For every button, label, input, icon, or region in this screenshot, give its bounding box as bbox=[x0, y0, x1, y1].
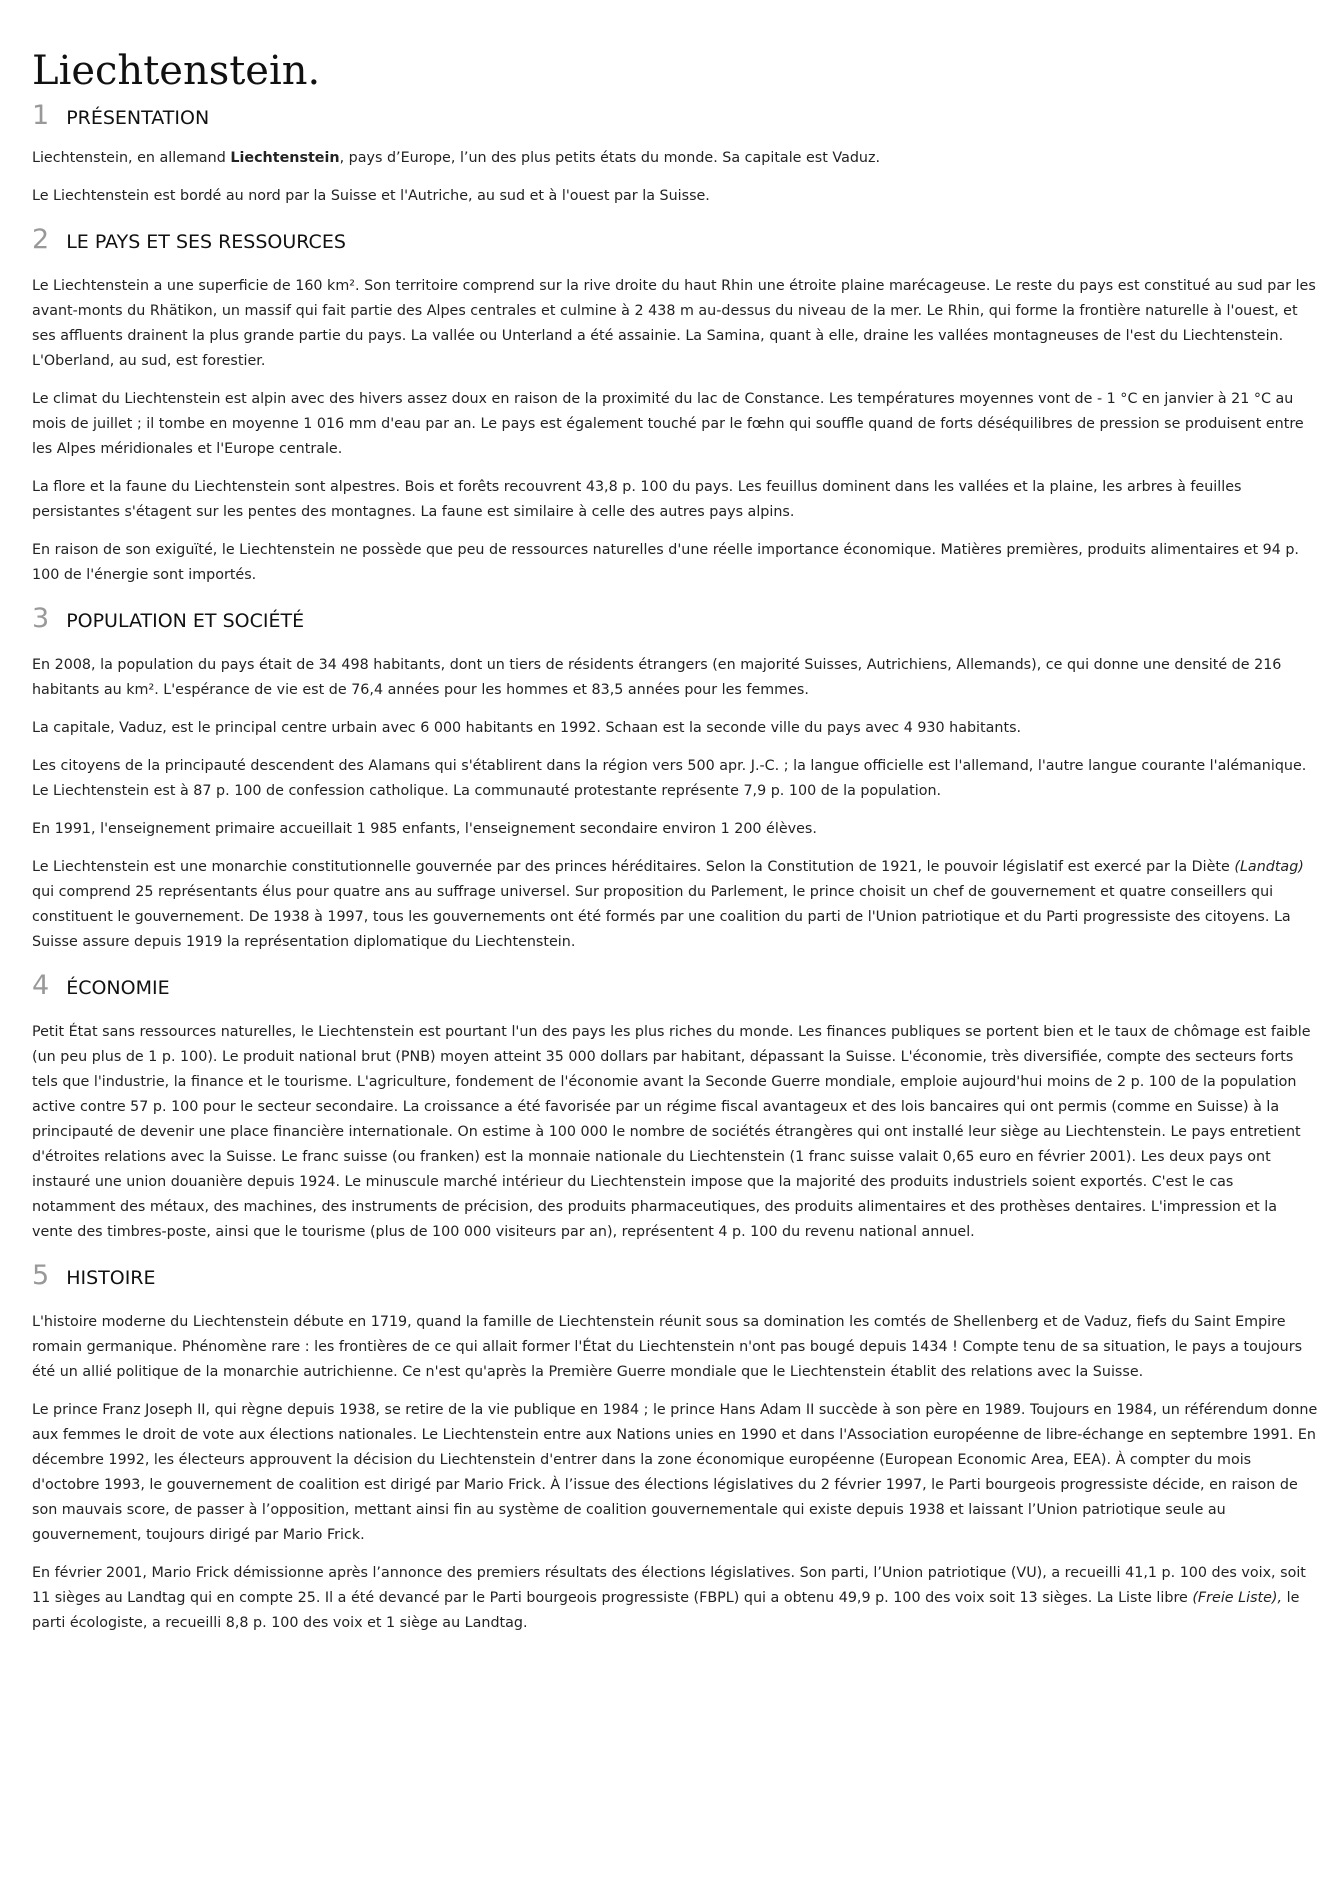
section-presentation bbox=[32, 98, 1318, 209]
italic-term: (Landtag) bbox=[1234, 859, 1304, 875]
paragraph: La flore et la faune du Liechtenstein sont alpestres. Bois et forêts recouvrent 43,8 p. 100 du pays. Les feuillus dominent dans les vallées et la plaine, les arbres à feuilles persistantes s'étagent sur les pentes des montagnes. La faune est similaire à celle des autres pays alpins. bbox=[32, 479, 1242, 520]
section-heading bbox=[32, 601, 1318, 639]
section-economie bbox=[32, 968, 1318, 1245]
page-title: Liechtenstein. bbox=[32, 48, 321, 94]
paragraph: L'histoire moderne du Liechtenstein débute en 1719, quand la famille de Liechtenstein réunit sous sa domination les comtés de Shellenberg et de Vaduz, fiefs du Saint Empire romain germanique. Phénomène rare : les frontières de ce qui allait former l'État du Liechtenstein n'ont pas bougé depuis 1434 ! Compte tenu de sa situation, le pays a toujours été un allié politique de la monarchie autrichienne. Ce n'est qu'après la Première Guerre mondiale que le Liechtenstein établit des relations avec la Suisse. bbox=[32, 1314, 1303, 1380]
section-number: 4 bbox=[32, 970, 50, 1001]
section-heading bbox=[32, 1258, 1318, 1296]
section-title: HISTOIRE bbox=[66, 1267, 156, 1289]
paragraph: En 2008, la population du pays était de 34 498 habitants, dont un tiers de résidents étrangers (en majorité Suisses, Autrichiens, Allemands), ce qui donne une densité de 216 habitants au km². L'espérance de vie est de 76,4 années pour les hommes et 83,5 années pour les femmes. bbox=[32, 657, 1282, 698]
paragraph: Le prince Franz Joseph II, qui règne depuis 1938, se retire de la vie publique en 1984 ; le prince Hans Adam II succède à son père en 1989. Toujours en 1984, un référendum donne aux femmes le droit de vote aux élections nationales. Le Liechtenstein entre aux Nations unies en 1990 et dans l'Association européenne de libre-échange en septembre 1991. En décembre 1992, les électeurs approuvent la décision du Liechtenstein d'entrer dans la zone économique européenne (European Economic Area, EEA). À compter du mois d'octobre 1993, le gouvernement de coalition est dirigé par Mario Frick. À l’issue des élections législatives du 2 février 1997, le Parti bourgeois progressiste décide, en raison de son mauvais score, de passer à l’opposition, mettant ainsi fin au système de coalition gouvernementale qui existe depuis 1938 et laissant l’Union patriotique seule au gouvernement, toujours dirigé par Mario Frick. bbox=[32, 1402, 1318, 1543]
paragraph: Petit État sans ressources naturelles, le Liechtenstein est pourtant l'un des pays les plus riches du monde. Les finances publiques se portent bien et le taux de chômage est faible (un peu plus de 1 p. 100). Le produit national brut (PNB) moyen atteint 35 000 dollars par habitant, dépassant la Suisse. L'économie, très diversifiée, compte des secteurs forts tels que l'industrie, la finance et le tourisme. L'agriculture, fondement de l'économie avant la Seconde Guerre mondiale, emploie aujourd'hui moins de 2 p. 100 de la population active contre 57 p. 100 pour le secteur secondaire. La croissance a été favorisée par un régime fiscal avantageux et des lois bancaires qui ont permis (comme en Suisse) à la principauté de devenir une place financière internationale. On estime à 100 000 le nombre de sociétés étrangères qui ont installé leur siège au Liechtenstein. Le pays entretient d'étroites relations avec la Suisse. Le franc suisse (ou franken) est la monnaie nationale du Liechtenstein (1 franc suisse valait 0,65 euro en février 2001). Les deux pays ont instauré une union douanière depuis 1924. Le minuscule marché intérieur du Liechtenstein impose que la majorité des produits industriels soient exportés. C'est le cas notamment des métaux, des machines, des instruments de précision, des produits pharmaceutiques, des produits alimentaires et des prothèses dentaires. L'impression et la vente des timbres-poste, ainsi que le tourisme (plus de 100 000 visiteurs par an), représentent 4 p. 100 du revenu national annuel. bbox=[32, 1024, 1311, 1240]
section-number: 1 bbox=[32, 100, 50, 131]
section-title: POPULATION ET SOCIÉTÉ bbox=[66, 610, 305, 632]
section-number: 5 bbox=[32, 1260, 50, 1291]
section-pays-ressources bbox=[32, 222, 1318, 588]
paragraph: En février 2001, Mario Frick démissionne après l’annonce des premiers résultats des élections législatives. Son parti, l’Union patriotique (VU), a recueilli 41,1 p. 100 des voix, soit 11 sièges au Landtag qui en compte 25. Il a été devancé par le Parti bourgeois progressiste (FBPL) qui a obtenu 49,9 p. 100 des voix soit 13 sièges. La Liste libre (Freie Liste), le parti écologiste, a recueilli 8,8 p. 100 des voix et 1 siège au Landtag. bbox=[32, 1565, 1306, 1631]
paragraph: Le Liechtenstein a une superficie de 160 km². Son territoire comprend sur la rive droite du haut Rhin une étroite plaine marécageuse. Le reste du pays est constitué au sud par les avant-monts du Rhätikon, un massif qui fait partie des Alpes centrales et culmine à 2 438 m au-dessus du niveau de la mer. Le Rhin, qui forme la frontière naturelle à l'ouest, et ses affluents drainent la plus grande partie du pays. La vallée ou Unterland a été assainie. La Samina, quant à elle, draine les vallées montagneuses de l'est du Liechtenstein. L'Oberland, au sud, est forestier. bbox=[32, 278, 1316, 369]
document-page bbox=[32, 44, 1318, 1649]
section-number: 2 bbox=[32, 224, 50, 255]
section-title: ÉCONOMIE bbox=[66, 977, 170, 999]
paragraph: La capitale, Vaduz, est le principal centre urbain avec 6 000 habitants en 1992. Schaan est la seconde ville du pays avec 4 930 habitants. bbox=[32, 720, 1022, 736]
paragraph: En raison de son exiguïté, le Liechtenstein ne possède que peu de ressources naturelles d'une réelle importance économique. Matières premières, produits alimentaires et 94 p. 100 de l'énergie sont importés. bbox=[32, 542, 1299, 583]
section-heading bbox=[32, 222, 1318, 260]
paragraph: Le Liechtenstein est bordé au nord par la Suisse et l'Autriche, au sud et à l'ouest par la Suisse. bbox=[32, 188, 710, 204]
paragraph: Les citoyens de la principauté descendent des Alamans qui s'établirent dans la région vers 500 apr. J.-C. ; la langue officielle est l'allemand, l'autre langue courante l'alémanique. Le Liechtenstein est à 87 p. 100 de confession catholique. La communauté protestante représente 7,9 p. 100 de la population. bbox=[32, 758, 1307, 799]
italic-term: (Freie Liste), bbox=[1192, 1590, 1283, 1606]
section-histoire bbox=[32, 1258, 1318, 1636]
paragraph: Liechtenstein, en allemand Liechtenstein, pays d’Europe, l’un des plus petits états du monde. Sa capitale est Vaduz. bbox=[32, 150, 881, 166]
paragraph: Le Liechtenstein est une monarchie constitutionnelle gouvernée par des princes héréditaires. Selon la Constitution de 1921, le pouvoir législatif est exercé par la Diète (Landtag) qui comprend 25 représentants élus pour quatre ans au suffrage universel. Sur proposition du Parlement, le prince choisit un chef de gouvernement et quatre conseillers qui constituent le gouvernement. De 1938 à 1997, tous les gouvernements ont été formés par une coalition du parti de l'Union patriotique et du Parti progressiste des citoyens. La Suisse assure depuis 1919 la représentation diplomatique du Liechtenstein. bbox=[32, 859, 1304, 950]
paragraph: Le climat du Liechtenstein est alpin avec des hivers assez doux en raison de la proximité du lac de Constance. Les températures moyennes vont de - 1 °C en janvier à 21 °C au mois de juillet ; il tombe en moyenne 1 016 mm d'eau par an. Le pays est également touché par le fœhn qui souffle quand de forts déséquilibres de pression se produisent entre les Alpes méridionales et l'Europe centrale. bbox=[32, 391, 1304, 457]
section-title: PRÉSENTATION bbox=[66, 107, 210, 129]
paragraph: En 1991, l'enseignement primaire accueillait 1 985 enfants, l'enseignement secondaire environ 1 200 élèves. bbox=[32, 821, 817, 837]
section-number: 3 bbox=[32, 603, 50, 634]
section-title: LE PAYS ET SES RESSOURCES bbox=[66, 231, 346, 253]
section-heading bbox=[32, 98, 1318, 136]
section-population-societe bbox=[32, 601, 1318, 955]
section-heading bbox=[32, 968, 1318, 1006]
bold-term: Liechtenstein bbox=[230, 150, 340, 166]
